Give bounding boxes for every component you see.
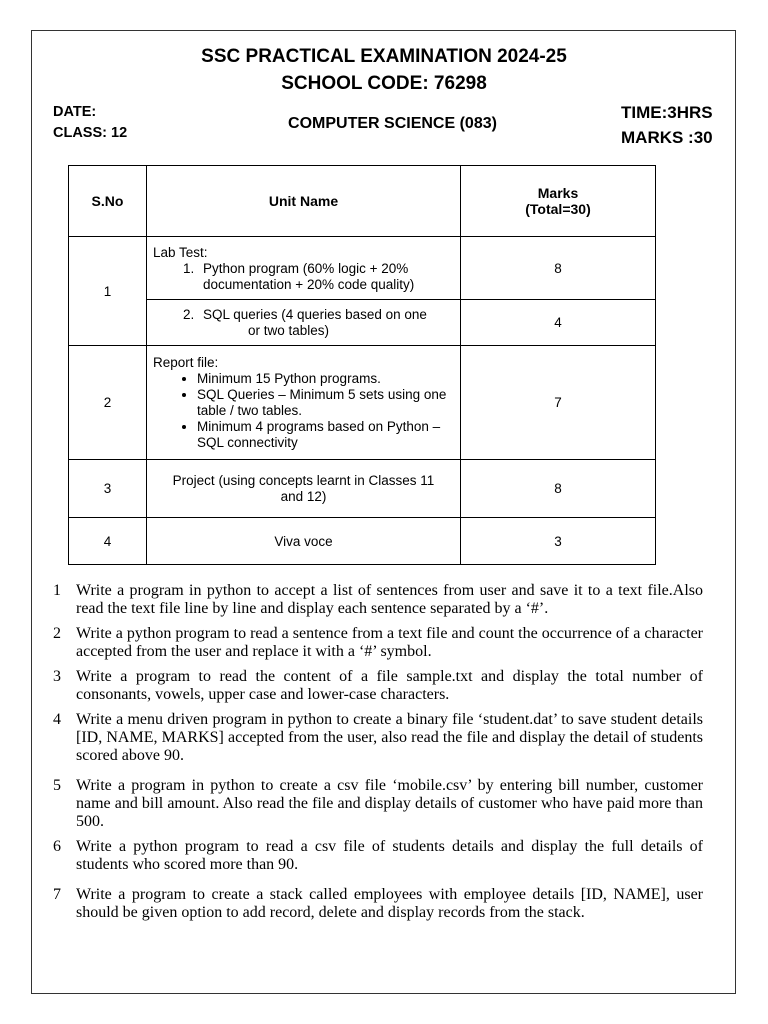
question-list <box>53 582 703 929</box>
question-item <box>53 838 703 874</box>
table-row <box>69 300 656 346</box>
row1-marks: 8 <box>461 237 656 300</box>
marks-header-line2: (Total=30) <box>525 201 591 217</box>
row3-unit <box>147 460 461 518</box>
project-line2: and 12) <box>280 488 327 504</box>
row2-unit <box>147 346 461 460</box>
table-row <box>69 346 656 460</box>
class-label: CLASS: 12 <box>53 125 128 141</box>
question-number: 3 <box>53 668 61 685</box>
table-header-row <box>69 166 656 237</box>
project-line1: Project (using concepts learnt in Classes 11 <box>172 472 435 488</box>
col-sno-header: S.No <box>69 166 147 237</box>
question-item <box>53 886 703 922</box>
question-text: Write a program in python to create a csv file ‘mobile.csv’ by entering bill number, customer name and bill amount. Also read the file and display details of customer who have paid more than 500. <box>76 777 703 830</box>
question-text: Write a program in python to accept a list of sentences from user and save it to a text file.Also read the text file line by line and display each sentence separated by a ‘#’. <box>76 582 703 617</box>
question-item <box>53 582 703 618</box>
question-text: Write a program to read the content of a file sample.txt and display the total number of consonants, vowels, upper case and lower-case characters. <box>76 668 703 703</box>
table-row <box>69 460 656 518</box>
time-label: TIME:3HRS <box>621 103 713 122</box>
row4-marks: 3 <box>461 518 656 565</box>
lab-item-1-cont: documentation + 20% code quality) <box>203 277 415 292</box>
row3-sno: 3 <box>69 460 147 518</box>
list-item: • SQL Queries – Minimum 5 sets using one table / two tables. <box>197 387 454 419</box>
question-number: 5 <box>53 777 61 794</box>
row1b-marks: 4 <box>461 300 656 346</box>
row1-unit <box>147 237 461 300</box>
question-item <box>53 777 703 831</box>
report-file-list <box>153 371 454 451</box>
col-unit-header: Unit Name <box>147 166 461 237</box>
report-file-heading: Report file: <box>153 354 219 370</box>
row4-sno: 4 <box>69 518 147 565</box>
list-item: • Minimum 4 programs based on Python – SQL connectivity <box>197 419 454 451</box>
question-text: Write a python program to read a sentence from a text file and count the occurrence of a character accepted from the user and replace it with a ‘#’ symbol. <box>76 625 703 660</box>
marks-header-line1: Marks <box>537 185 579 201</box>
date-label: DATE: <box>53 104 97 120</box>
question-item <box>53 625 703 661</box>
lab-item-2: 2. SQL queries (4 queries based on one <box>183 306 427 322</box>
row1b-unit <box>147 300 461 346</box>
table-row <box>69 237 656 300</box>
question-number: 1 <box>53 582 61 599</box>
lab-item-1: 1. Python program (60% logic + 20% <box>183 261 409 276</box>
question-number: 2 <box>53 625 61 642</box>
lab-item-2-cont: or two tables) <box>248 322 330 338</box>
question-text: Write a python program to read a csv file of students details and display the full details of students who scored more than 90. <box>76 838 703 873</box>
question-number: 7 <box>53 886 61 903</box>
question-item <box>53 711 703 765</box>
table-row <box>69 518 656 565</box>
question-item <box>53 668 703 704</box>
marks-label: MARKS :30 <box>621 128 713 147</box>
row2-sno: 2 <box>69 346 147 460</box>
list-item: • Minimum 15 Python programs. <box>197 371 454 387</box>
marks-table <box>68 165 656 565</box>
subject-title: COMPUTER SCIENCE (083) <box>288 115 497 132</box>
row1-sno: 1 <box>69 237 147 346</box>
school-code: SCHOOL CODE: 76298 <box>281 73 487 94</box>
question-text: Write a program to create a stack called employees with employee details [ID, NAME], user should be given option to add record, delete and display records from the stack. <box>76 886 703 921</box>
question-number: 6 <box>53 838 61 855</box>
row3-marks: 8 <box>461 460 656 518</box>
lab-test-heading: Lab Test: <box>153 245 208 260</box>
question-text: Write a menu driven program in python to create a binary file ‘student.dat’ to save student details [ID, NAME, MARKS] accepted from the user, also read the file and display the detail of students scored above 90. <box>76 711 703 764</box>
col-marks-header <box>461 166 656 237</box>
row4-unit: Viva voce <box>147 518 461 565</box>
exam-title: SSC PRACTICAL EXAMINATION 2024-25 <box>201 46 567 67</box>
row2-marks: 7 <box>461 346 656 460</box>
question-number: 4 <box>53 711 61 728</box>
